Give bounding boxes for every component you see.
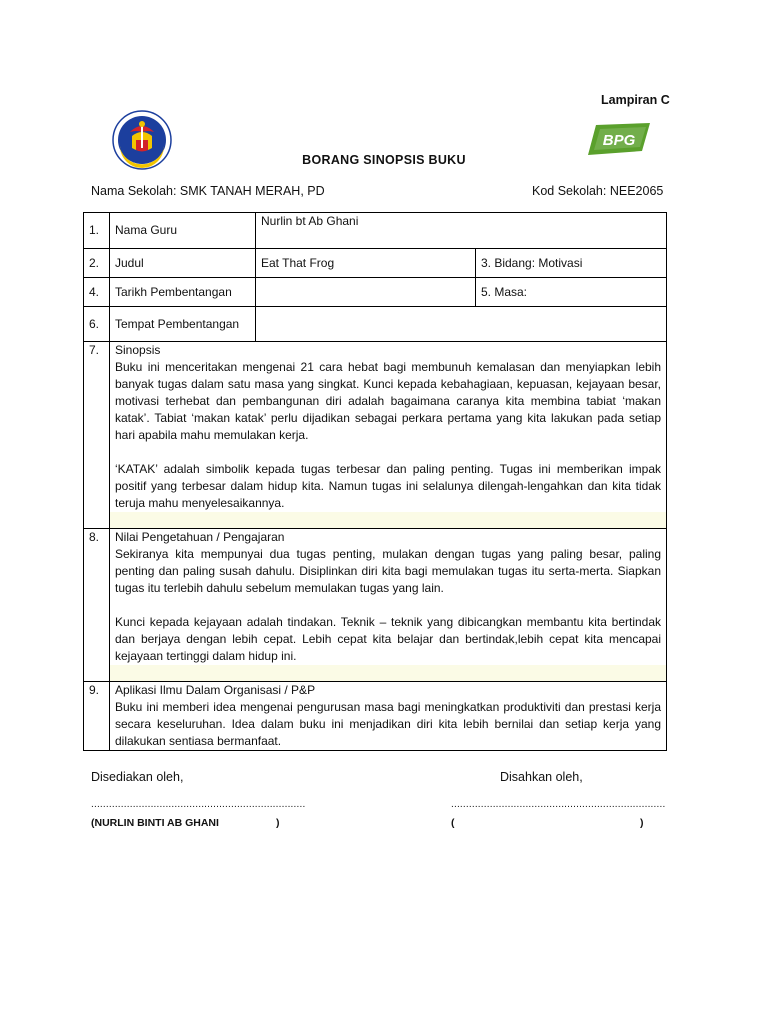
lessons-paragraph-2: Kunci kepada kejayaan adalah tindakan. Teknik – teknik yang dibicangkan membantu kita bertindak dan berjaya dengan lebih cepat. Lebih cepat kita belajar dan bertindak,lebih cepat kita mencapai kejayaan tertinggi dalam hidup ini. — [115, 615, 662, 663]
bpg-logo-text: BPG — [602, 132, 636, 149]
synopsis-paragraph-2: ‘KATAK’ adalah simbolik kepada tugas terbesar dan paling penting. Tugas ini memberikan impak positif yang terbesar dalam hidup kita. Namun tugas ini selalunya dilengah-lengahkan dan kita tidak teruja mahu menyelesaikannya. — [115, 462, 662, 510]
section-lessons — [110, 529, 667, 682]
section-application — [110, 682, 667, 751]
bpg-logo — [586, 121, 652, 157]
application-paragraph-1: Buku ini memberi idea mengenai pengurusan masa bagi meningkatkan produktiviti dan prestasi kerja secara keseluruhan. Idea dalam buku ini menjadikan diri kita lebih bernilai dan setiap kerja yang dilakukan sentiasa bermanfaat. — [115, 700, 662, 748]
form-row-teacher — [84, 213, 667, 249]
form-row-application — [84, 682, 667, 751]
row-number: 6. — [84, 307, 110, 342]
row-number: 9. — [84, 682, 110, 751]
row-number: 2. — [84, 249, 110, 278]
row-number: 4. — [84, 278, 110, 307]
field-label-teacher-name: Nama Guru — [110, 213, 256, 249]
school-code: Kod Sekolah: NEE2065 — [532, 184, 664, 198]
form-row-lessons — [84, 529, 667, 682]
form-row-title — [84, 249, 667, 278]
synopsis-paragraph-1: Buku ini menceritakan mengenai 21 cara hebat bagi membunuh kemalasan dan menyiapkan lebih banyak tugas dalam satu masa yang singkat. Kunci kepada kebahagiaan, kepuasan, kejayaan besar, motivasi terhebat dan pembangunan diri adalah bagaimana caranya kita membina tabiat ‘makan katak’. Tabiat ‘makan katak’ perlu dijadikan sebagai perkara pertama yang kita lakukan pada setiap hari apabila mahu memulakan kerja. — [115, 360, 662, 442]
section-title: Sinopsis — [115, 343, 161, 357]
prepared-by-label: Disediakan oleh, — [91, 770, 184, 784]
field-time: 5. Masa: — [476, 278, 667, 307]
empty-highlight-line — [110, 512, 666, 528]
lessons-paragraph-1: Sekiranya kita mempunyai dua tugas penting, mulakan dengan tugas yang paling besar, paling penting dan paling susah dahulu. Disiplinkan diri kita bagi memulakan tugas itu serta-merta. Siapkan tugas itu terlebih dahulu sebelum memulakan tugas yang lain. — [115, 547, 662, 595]
school-name: Nama Sekolah: SMK TANAH MERAH, PD — [91, 184, 325, 198]
signature-line-preparer: ........................................................................ — [91, 799, 306, 810]
field-value-book-title: Eat That Frog — [256, 249, 476, 278]
field-label-book-title: Judul — [110, 249, 256, 278]
approver-name-open-paren: ( — [451, 817, 455, 829]
section-title: Nilai Pengetahuan / Pengajaran — [115, 530, 285, 544]
section-synopsis — [110, 342, 667, 529]
approved-by-label: Disahkan oleh, — [500, 770, 583, 784]
attachment-label: Lampiran C — [601, 93, 670, 107]
form-title: BORANG SINOPSIS BUKU — [302, 153, 466, 167]
synopsis-form-table — [83, 212, 667, 751]
row-number: 8. — [84, 529, 110, 682]
field-category: 3. Bidang: Motivasi — [476, 249, 667, 278]
preparer-name-close-paren: ) — [276, 817, 280, 829]
field-value-venue — [256, 307, 667, 342]
field-value-presentation-date — [256, 278, 476, 307]
signature-line-approver: ........................................................................ — [451, 799, 666, 810]
preparer-name: (NURLIN BINTI AB GHANI — [91, 817, 219, 829]
section-title: Aplikasi Ilmu Dalam Organisasi / P&P — [115, 683, 316, 697]
row-number: 7. — [84, 342, 110, 529]
field-label-venue: Tempat Pembentangan — [110, 307, 256, 342]
field-label-presentation-date: Tarikh Pembentangan — [110, 278, 256, 307]
empty-highlight-line — [110, 665, 666, 681]
form-row-venue — [84, 307, 667, 342]
field-value-teacher-name: Nurlin bt Ab Ghani — [256, 213, 667, 249]
form-row-synopsis — [84, 342, 667, 529]
form-row-date — [84, 278, 667, 307]
approver-name-close-paren: ) — [640, 817, 644, 829]
row-number: 1. — [84, 213, 110, 249]
